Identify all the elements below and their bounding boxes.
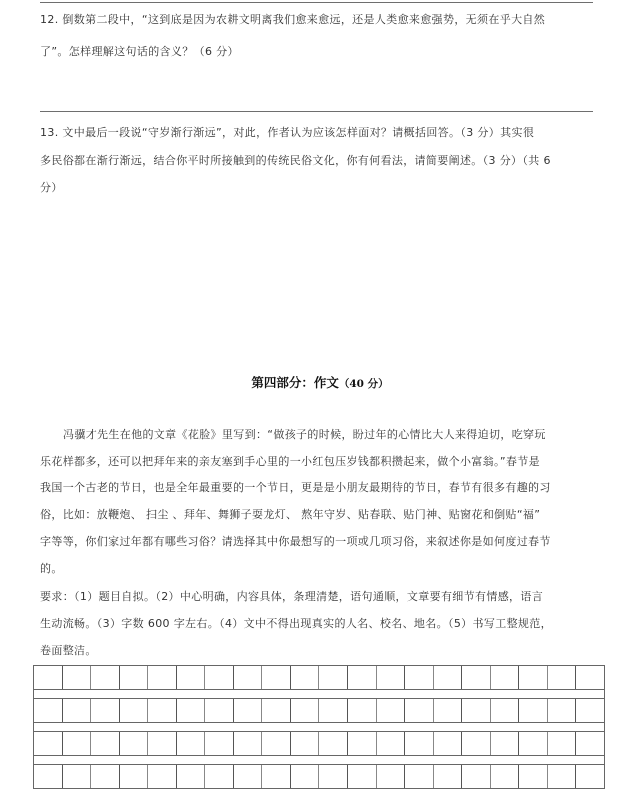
grid-cell[interactable] [462, 765, 491, 788]
grid-cell[interactable] [34, 732, 63, 755]
grid-cell[interactable] [405, 765, 434, 788]
requirements-line-1: 要求：（1）题目自拟。（2）中心明确，内容具体，条理清楚，语句通顺，文章要有细节有情感，语言 [40, 590, 544, 603]
answer-line-12[interactable] [40, 111, 593, 112]
grid-cell[interactable] [491, 666, 520, 689]
requirements-line-2: 生动流畅。（3）字数 600 字左右。（4）文中不得出现真实的人名、校名、地名。（5）书写工整规范， [40, 617, 552, 630]
grid-cell[interactable] [576, 765, 604, 788]
grid-cell[interactable] [262, 699, 291, 722]
question-12-line-2: 了”。怎样理解这句话的含义？（6 分） [40, 45, 239, 58]
grid-row-gap [33, 690, 605, 698]
grid-cell[interactable] [63, 765, 92, 788]
grid-cell[interactable] [405, 732, 434, 755]
section-four-points: （40 分） [338, 378, 389, 390]
grid-cell[interactable] [291, 765, 320, 788]
grid-cell[interactable] [548, 666, 577, 689]
grid-row [33, 764, 605, 789]
grid-cell[interactable] [234, 699, 263, 722]
grid-cell[interactable] [91, 666, 120, 689]
grid-cell[interactable] [63, 732, 92, 755]
prompt-line-3: 我国一个古老的节日，也是全年最重要的一个节日，更是是小朋友最期待的节日，春节有很多有趣的习 [40, 481, 551, 494]
grid-cell[interactable] [348, 765, 377, 788]
grid-cell[interactable] [120, 666, 149, 689]
question-13-line-3: 分） [40, 181, 63, 194]
grid-cell[interactable] [120, 765, 149, 788]
grid-cell[interactable] [377, 732, 406, 755]
grid-row-gap [33, 756, 605, 764]
section-four-title: 第四部分：作文 [251, 375, 339, 390]
grid-cell[interactable] [434, 765, 463, 788]
grid-cell[interactable] [377, 666, 406, 689]
grid-cell[interactable] [576, 666, 604, 689]
grid-cell[interactable] [491, 765, 520, 788]
grid-row-gap [33, 723, 605, 731]
question-13-line-2: 多民俗都在渐行渐远，结合你平时所接触到的传统民俗文化，你有何看法，请简要阐述。（3 分）（共 6 [40, 154, 551, 167]
grid-cell[interactable] [91, 732, 120, 755]
grid-cell[interactable] [348, 699, 377, 722]
grid-cell[interactable] [519, 666, 548, 689]
question-12-line-1: 12. 倒数第二段中，“这到底是因为农耕文明离我们愈来愈远，还是人类愈来愈强势，无须在乎大自然 [40, 13, 546, 26]
grid-cell[interactable] [177, 732, 206, 755]
grid-cell[interactable] [348, 732, 377, 755]
top-divider [40, 2, 593, 3]
grid-cell[interactable] [319, 765, 348, 788]
writing-grid[interactable] [33, 665, 605, 790]
grid-cell[interactable] [91, 765, 120, 788]
grid-cell[interactable] [491, 699, 520, 722]
grid-cell[interactable] [205, 666, 234, 689]
grid-cell[interactable] [462, 666, 491, 689]
grid-cell[interactable] [148, 732, 177, 755]
grid-cell[interactable] [34, 765, 63, 788]
grid-cell[interactable] [148, 699, 177, 722]
grid-cell[interactable] [262, 765, 291, 788]
grid-cell[interactable] [262, 666, 291, 689]
grid-cell[interactable] [63, 666, 92, 689]
question-13-line-1: 13. 文中最后一段说“守岁渐行渐远”，对此，作者认为应该怎样面对？请概括回答。（3 分）其实很 [40, 126, 535, 139]
grid-cell[interactable] [120, 699, 149, 722]
grid-cell[interactable] [205, 732, 234, 755]
grid-cell[interactable] [319, 732, 348, 755]
prompt-line-1: 冯骥才先生在他的文章《花脸》里写到：“做孩子的时候，盼过年的心情比大人来得迫切，吃穿玩 [63, 428, 546, 441]
prompt-line-6: 的。 [40, 562, 63, 575]
grid-cell[interactable] [319, 666, 348, 689]
grid-cell[interactable] [434, 699, 463, 722]
grid-cell[interactable] [148, 666, 177, 689]
grid-cell[interactable] [34, 666, 63, 689]
grid-cell[interactable] [576, 732, 604, 755]
requirements-line-3: 卷面整洁。 [40, 644, 97, 657]
grid-cell[interactable] [377, 765, 406, 788]
grid-cell[interactable] [177, 666, 206, 689]
grid-cell[interactable] [548, 699, 577, 722]
grid-cell[interactable] [34, 699, 63, 722]
grid-cell[interactable] [519, 765, 548, 788]
grid-row [33, 731, 605, 756]
grid-cell[interactable] [262, 732, 291, 755]
grid-cell[interactable] [491, 732, 520, 755]
grid-cell[interactable] [234, 765, 263, 788]
grid-row [33, 665, 605, 690]
grid-row [33, 698, 605, 723]
grid-cell[interactable] [148, 765, 177, 788]
grid-cell[interactable] [291, 699, 320, 722]
grid-cell[interactable] [177, 765, 206, 788]
grid-cell[interactable] [434, 666, 463, 689]
grid-cell[interactable] [462, 699, 491, 722]
grid-cell[interactable] [548, 732, 577, 755]
grid-cell[interactable] [519, 732, 548, 755]
grid-cell[interactable] [576, 699, 604, 722]
grid-cell[interactable] [405, 666, 434, 689]
grid-cell[interactable] [434, 732, 463, 755]
grid-cell[interactable] [205, 699, 234, 722]
grid-cell[interactable] [462, 732, 491, 755]
prompt-line-2: 乐花样都多，还可以把拜年来的亲友塞到手心里的一小红包压岁钱都积攒起来，做个小富翁。”春节是 [40, 455, 540, 468]
grid-cell[interactable] [291, 666, 320, 689]
grid-cell[interactable] [405, 699, 434, 722]
section-four-heading [0, 373, 640, 391]
grid-cell[interactable] [177, 699, 206, 722]
grid-cell[interactable] [319, 699, 348, 722]
grid-cell[interactable] [91, 699, 120, 722]
grid-cell[interactable] [348, 666, 377, 689]
grid-cell[interactable] [291, 732, 320, 755]
grid-cell[interactable] [205, 765, 234, 788]
grid-cell[interactable] [63, 699, 92, 722]
prompt-line-4: 俗，比如：放鞭炮、 扫尘 、拜年、舞狮子耍龙灯、 熬年守岁、贴春联、贴门神、贴窗花和倒贴“福” [40, 508, 541, 521]
grid-cell[interactable] [548, 765, 577, 788]
grid-cell[interactable] [519, 699, 548, 722]
grid-cell[interactable] [120, 732, 149, 755]
grid-cell[interactable] [377, 699, 406, 722]
grid-cell[interactable] [234, 732, 263, 755]
prompt-line-5: 字等等，你们家过年都有哪些习俗？请选择其中你最想写的一项或几项习俗，来叙述你是如何度过春节 [40, 535, 551, 548]
grid-cell[interactable] [234, 666, 263, 689]
